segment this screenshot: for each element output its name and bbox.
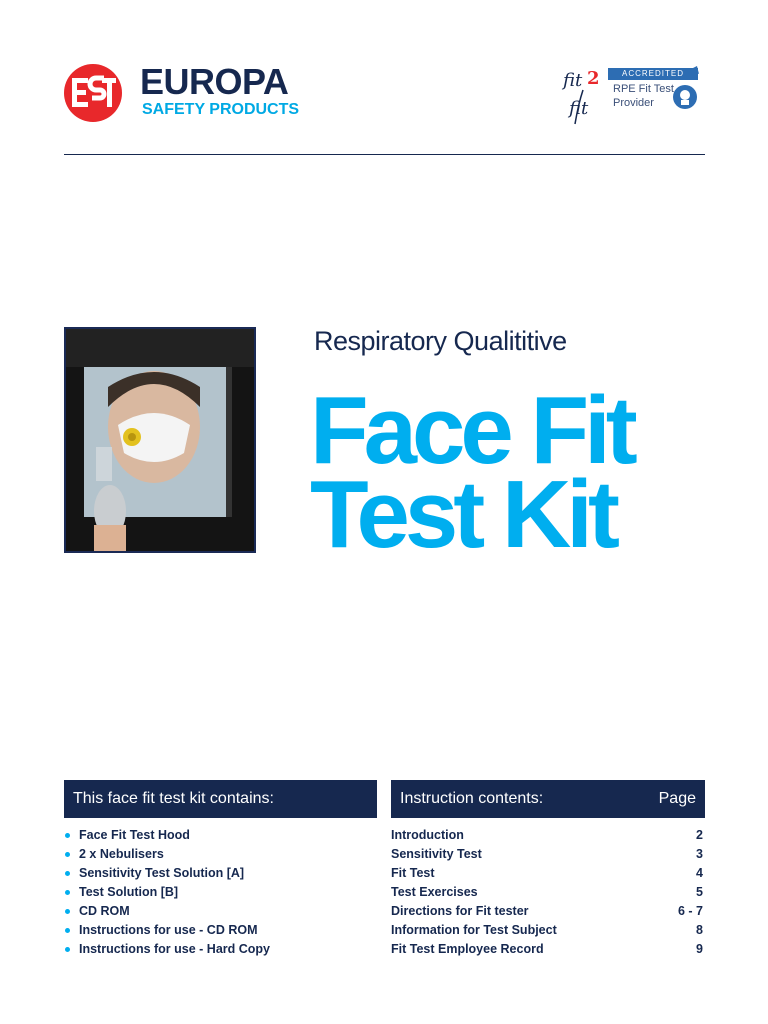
- list-item: [64, 883, 377, 902]
- list-item: [64, 826, 377, 845]
- list-item-label: Instructions for use - CD ROM: [79, 923, 258, 937]
- bullet-icon: [65, 890, 70, 895]
- toc-entry-page: 8: [696, 923, 703, 937]
- toc-entry: [391, 921, 705, 940]
- bullet-icon: [65, 833, 70, 838]
- brand-subtitle: SAFETY PRODUCTS: [142, 101, 300, 118]
- list-item-label: Test Solution [B]: [79, 885, 179, 899]
- page-title-line1: Face Fit: [310, 377, 633, 484]
- instruction-contents-heading-text: Instruction contents:: [400, 790, 544, 807]
- toc-entry-page: 4: [696, 866, 703, 880]
- toc-entry-page: 9: [696, 942, 703, 956]
- list-item-label: 2 x Nebulisers: [79, 847, 164, 861]
- list-item: [64, 902, 377, 921]
- fit-bottom-text: fit: [569, 98, 589, 119]
- page-title-line2: Test Kit: [310, 461, 615, 568]
- toc-entry-page: 3: [696, 847, 703, 861]
- toc-entry: [391, 883, 705, 902]
- instruction-contents-list: [391, 826, 705, 959]
- toc-entry-page: 6 - 7: [677, 904, 703, 918]
- toc-entry-title: Introduction: [391, 828, 464, 842]
- toc-entry: [391, 826, 705, 845]
- list-item: [64, 940, 377, 959]
- header-divider: [64, 154, 705, 155]
- toc-entry: [391, 902, 705, 921]
- kit-contents-list: [64, 826, 377, 959]
- list-item: [64, 845, 377, 864]
- bullet-icon: [65, 852, 70, 857]
- toc-entry-title: Test Exercises: [391, 885, 478, 899]
- est-logo-icon: [64, 64, 122, 122]
- fit-num-text: 2: [587, 68, 600, 89]
- accredited-banner: ACCREDITED: [608, 68, 698, 80]
- toc-entry-title: Sensitivity Test: [391, 847, 482, 861]
- toc-entry: [391, 845, 705, 864]
- bullet-icon: [65, 947, 70, 952]
- toc-entry-page: 5: [696, 885, 703, 899]
- instruction-contents-heading: [391, 780, 705, 818]
- accreditation-line1: RPE Fit Test: [613, 83, 674, 95]
- bullet-icon: [65, 871, 70, 876]
- page-subtitle: Respiratory Qualititive: [314, 326, 567, 356]
- list-item-label: Face Fit Test Hood: [79, 828, 190, 842]
- toc-entry: [391, 864, 705, 883]
- hood-photo: [64, 327, 256, 553]
- fit-top-text: fit: [563, 70, 583, 91]
- bullet-icon: [65, 909, 70, 914]
- bullet-icon: [65, 928, 70, 933]
- list-item-label: Instructions for use - Hard Copy: [79, 942, 270, 956]
- kit-contents-heading-text: This face fit test kit contains:: [73, 790, 274, 807]
- list-item-label: CD ROM: [79, 904, 130, 918]
- toc-entry-title: Fit Test: [391, 866, 435, 880]
- toc-entry-title: Information for Test Subject: [391, 923, 557, 937]
- list-item: [64, 921, 377, 940]
- accreditation-line2: Provider: [613, 97, 654, 109]
- toc-entry-title: Fit Test Employee Record: [391, 942, 544, 956]
- brand-name: EUROPA: [140, 61, 289, 102]
- toc-entry-page: 2: [696, 828, 703, 842]
- toc-entry-title: Directions for Fit tester: [391, 904, 529, 918]
- kit-contents-heading: [64, 780, 377, 818]
- list-item-label: Sensitivity Test Solution [A]: [79, 866, 245, 880]
- page-column-heading: Page: [658, 790, 696, 807]
- list-item: [64, 864, 377, 883]
- toc-entry: [391, 940, 705, 959]
